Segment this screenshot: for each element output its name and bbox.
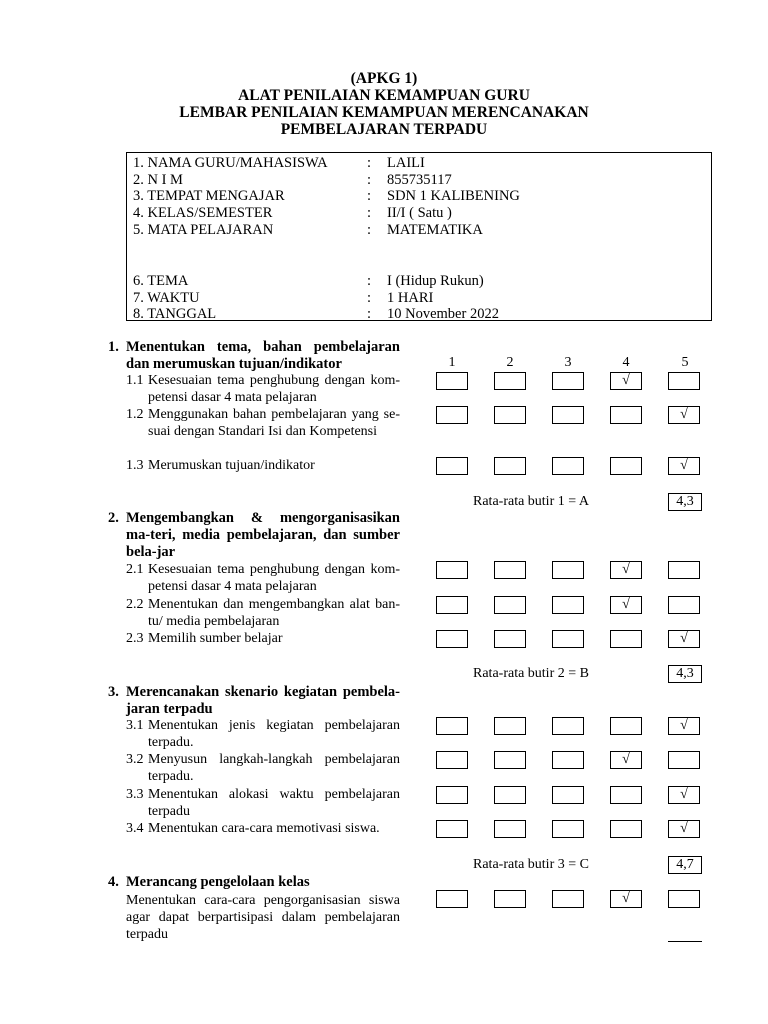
rating-checkbox-4-3[interactable] [552, 890, 584, 908]
check-mark-icon: √ [680, 458, 688, 473]
rating-checkbox-2-1-4[interactable] [610, 561, 642, 579]
info-value: I (Hidup Rukun) [387, 273, 484, 289]
rating-checkbox-3-4-4[interactable] [610, 820, 642, 838]
info-colon: : [367, 155, 372, 171]
scale-header-2: 2 [506, 355, 514, 370]
info-colon: : [367, 306, 372, 322]
info-colon: : [367, 273, 372, 289]
rating-checkbox-1-3-5[interactable] [668, 457, 700, 475]
item-3-4 [126, 821, 400, 838]
rating-checkbox-1-1-3[interactable] [552, 372, 584, 390]
rating-checkbox-2-2-3[interactable] [552, 596, 584, 614]
section-1-heading [108, 339, 400, 373]
check-mark-icon: √ [680, 718, 688, 733]
scale-header-1: 1 [448, 355, 456, 370]
item-number: 2.3 [126, 631, 144, 646]
rating-checkbox-3-3-3[interactable] [552, 786, 584, 804]
scale-header-4: 4 [622, 355, 630, 370]
rating-checkbox-3-3-5[interactable] [668, 786, 700, 804]
rating-checkbox-3-2-3[interactable] [552, 751, 584, 769]
form-subtitle: LEMBAR PENILAIAN KEMAMPUAN MERENCANAKAN [179, 104, 589, 121]
item-3-1 [126, 718, 400, 751]
item-text: Menentukan jenis kegiatan pembelajaran terpadu. [148, 718, 400, 750]
info-value: 10 November 2022 [387, 306, 499, 322]
rating-checkbox-3-3-1[interactable] [436, 786, 468, 804]
check-mark-icon: √ [622, 752, 630, 767]
item-1-1 [126, 373, 400, 406]
info-label: 5. MATA PELAJARAN [133, 222, 274, 238]
scale-header-3: 3 [564, 355, 572, 370]
check-mark-icon: √ [680, 821, 688, 836]
rating-checkbox-4-2[interactable] [494, 890, 526, 908]
rating-checkbox-3-2-1[interactable] [436, 751, 468, 769]
rating-checkbox-4-1[interactable] [436, 890, 468, 908]
rating-checkbox-2-1-5[interactable] [668, 561, 700, 579]
info-value: MATEMATIKA [387, 222, 483, 238]
rating-checkbox-3-1-3[interactable] [552, 717, 584, 735]
rating-checkbox-1-1-4[interactable] [610, 372, 642, 390]
section-3-heading [108, 684, 400, 718]
item-2-1 [126, 562, 400, 595]
info-colon: : [367, 172, 372, 188]
check-mark-icon: √ [622, 891, 630, 906]
info-value: 1 HARI [387, 290, 434, 306]
item-text: Menentukan cara-cara memotivasi siswa. [148, 821, 380, 836]
rating-checkbox-3-3-2[interactable] [494, 786, 526, 804]
rating-checkbox-1-2-2[interactable] [494, 406, 526, 424]
rating-checkbox-1-3-4[interactable] [610, 457, 642, 475]
rating-checkbox-3-3-4[interactable] [610, 786, 642, 804]
average-label-3: Rata-rata butir 3 = C [473, 857, 589, 872]
check-mark-icon: √ [680, 787, 688, 802]
rating-checkbox-1-2-1[interactable] [436, 406, 468, 424]
item-number: 2.2 [126, 597, 144, 612]
section-2-heading [108, 510, 400, 561]
info-label: 3. TEMPAT MENGAJAR [133, 188, 285, 204]
identity-box [126, 152, 712, 321]
rating-checkbox-1-3-2[interactable] [494, 457, 526, 475]
rating-checkbox-3-4-2[interactable] [494, 820, 526, 838]
item-number: 3.2 [126, 752, 144, 767]
average-value-2: 4,3 [668, 665, 702, 683]
form-subtitle-2: PEMBELAJARAN TERPADU [280, 121, 488, 138]
rating-checkbox-2-1-1[interactable] [436, 561, 468, 579]
rating-checkbox-1-2-4[interactable] [610, 406, 642, 424]
section-number: 3. [108, 684, 119, 700]
section-title: Merencanakan skenario kegiatan pembela-jaran terpadu [126, 684, 400, 717]
rating-checkbox-3-2-2[interactable] [494, 751, 526, 769]
item-text: Merumuskan tujuan/indikator [148, 458, 315, 473]
rating-checkbox-2-2-1[interactable] [436, 596, 468, 614]
item-2-2 [126, 597, 400, 630]
info-label: 8. TANGGAL [133, 306, 217, 322]
section-number: 1. [108, 339, 119, 355]
rating-checkbox-4-5[interactable] [668, 890, 700, 908]
rating-checkbox-1-1-1[interactable] [436, 372, 468, 390]
rating-checkbox-2-1-2[interactable] [494, 561, 526, 579]
item-text: Kesesuaian tema penghubung dengan kom-petensi dasar 4 mata pelajaran [148, 562, 400, 594]
item-text: Memilih sumber belajar [148, 631, 283, 646]
rating-checkbox-2-3-1[interactable] [436, 630, 468, 648]
item-text: Menyusun langkah-langkah pembelajaran terpadu. [148, 752, 400, 784]
item-1-2 [126, 407, 400, 440]
rating-checkbox-1-2-5[interactable] [668, 406, 700, 424]
section-4-heading [108, 874, 400, 891]
item-text: Menentukan dan mengembangkan alat ban-tu/ media pembelajaran [148, 597, 400, 629]
scale-header-5: 5 [681, 355, 689, 370]
rating-checkbox-2-2-2[interactable] [494, 596, 526, 614]
rating-checkbox-1-1-5[interactable] [668, 372, 700, 390]
item-number: 3.3 [126, 787, 144, 802]
rating-checkbox-3-2-5[interactable] [668, 751, 700, 769]
rating-checkbox-1-2-3[interactable] [552, 406, 584, 424]
section-number: 4. [108, 874, 119, 890]
item-text: Kesesuaian tema penghubung dengan kom-petensi dasar 4 mata pelajaran [148, 373, 400, 405]
info-label: 4. KELAS/SEMESTER [133, 205, 273, 221]
section-number: 2. [108, 510, 119, 526]
item-number: 1.2 [126, 407, 144, 422]
rating-checkbox-3-4-1[interactable] [436, 820, 468, 838]
info-label: 6. TEMA [133, 273, 189, 289]
rating-checkbox-2-2-5[interactable] [668, 596, 700, 614]
item-number: 3.1 [126, 718, 144, 733]
info-value: II/I ( Satu ) [387, 205, 452, 221]
item-number: 3.4 [126, 821, 144, 836]
item-number: 1.3 [126, 458, 144, 473]
average-value-1: 4,3 [668, 493, 702, 511]
section-title: Merancang pengelolaan kelas [126, 874, 310, 890]
item-3-2 [126, 752, 400, 785]
info-colon: : [367, 188, 372, 204]
check-mark-icon: √ [622, 597, 630, 612]
info-value: LAILI [387, 155, 425, 171]
rating-checkbox-1-1-2[interactable] [494, 372, 526, 390]
item-3-3 [126, 787, 400, 820]
info-colon: : [367, 222, 372, 238]
item-1-3 [126, 458, 400, 475]
check-mark-icon: √ [680, 407, 688, 422]
section-4-description: Menentukan cara-cara pengorganisasian siswa agar dapat berpartisipasi dalam pembelajaran terpadu [126, 893, 400, 942]
rating-checkbox-4-4[interactable] [610, 890, 642, 908]
check-mark-icon: √ [680, 631, 688, 646]
info-label: 1. NAMA GURU/MAHASISWA [133, 155, 328, 171]
average-label-1: Rata-rata butir 1 = A [473, 494, 589, 509]
info-colon: : [367, 205, 372, 221]
average-blank-line-4 [668, 941, 702, 942]
average-label-2: Rata-rata butir 2 = B [473, 666, 589, 681]
rating-checkbox-2-3-4[interactable] [610, 630, 642, 648]
section-title: Mengembangkan & mengorganisasikan ma-teri, media pembelajaran, dan sumber bela-jar [126, 510, 400, 560]
rating-checkbox-2-1-3[interactable] [552, 561, 584, 579]
rating-checkbox-2-3-2[interactable] [494, 630, 526, 648]
item-text: Menentukan alokasi waktu pembelajaran terpadu [148, 787, 400, 819]
item-2-3 [126, 631, 400, 648]
info-colon: : [367, 290, 372, 306]
rating-checkbox-1-3-3[interactable] [552, 457, 584, 475]
info-value: SDN 1 KALIBENING [387, 188, 520, 204]
rating-checkbox-2-3-5[interactable] [668, 630, 700, 648]
info-label: 2. N I M [133, 172, 183, 188]
item-number: 1.1 [126, 373, 144, 388]
rating-checkbox-2-3-3[interactable] [552, 630, 584, 648]
section-title: Menentukan tema, bahan pembelajaran dan merumuskan tujuan/indikator [126, 339, 400, 372]
rating-checkbox-3-1-5[interactable] [668, 717, 700, 735]
form-title: ALAT PENILAIAN KEMAMPUAN GURU [238, 87, 530, 104]
check-mark-icon: √ [622, 562, 630, 577]
info-label: 7. WAKTU [133, 290, 200, 306]
rating-checkbox-2-2-4[interactable] [610, 596, 642, 614]
rating-checkbox-3-2-4[interactable] [610, 751, 642, 769]
rating-checkbox-3-1-1[interactable] [436, 717, 468, 735]
item-text: Menggunakan bahan pembelajaran yang se-suai dengan Standari Isi dan Kompetensi [148, 407, 400, 439]
form-code: (APKG 1) [350, 70, 418, 87]
average-value-3: 4,7 [668, 856, 702, 874]
rating-checkbox-3-4-5[interactable] [668, 820, 700, 838]
rating-checkbox-3-1-4[interactable] [610, 717, 642, 735]
rating-checkbox-3-1-2[interactable] [494, 717, 526, 735]
rating-checkbox-1-3-1[interactable] [436, 457, 468, 475]
item-number: 2.1 [126, 562, 144, 577]
check-mark-icon: √ [622, 373, 630, 388]
info-value: 855735117 [387, 172, 452, 188]
rating-checkbox-3-4-3[interactable] [552, 820, 584, 838]
